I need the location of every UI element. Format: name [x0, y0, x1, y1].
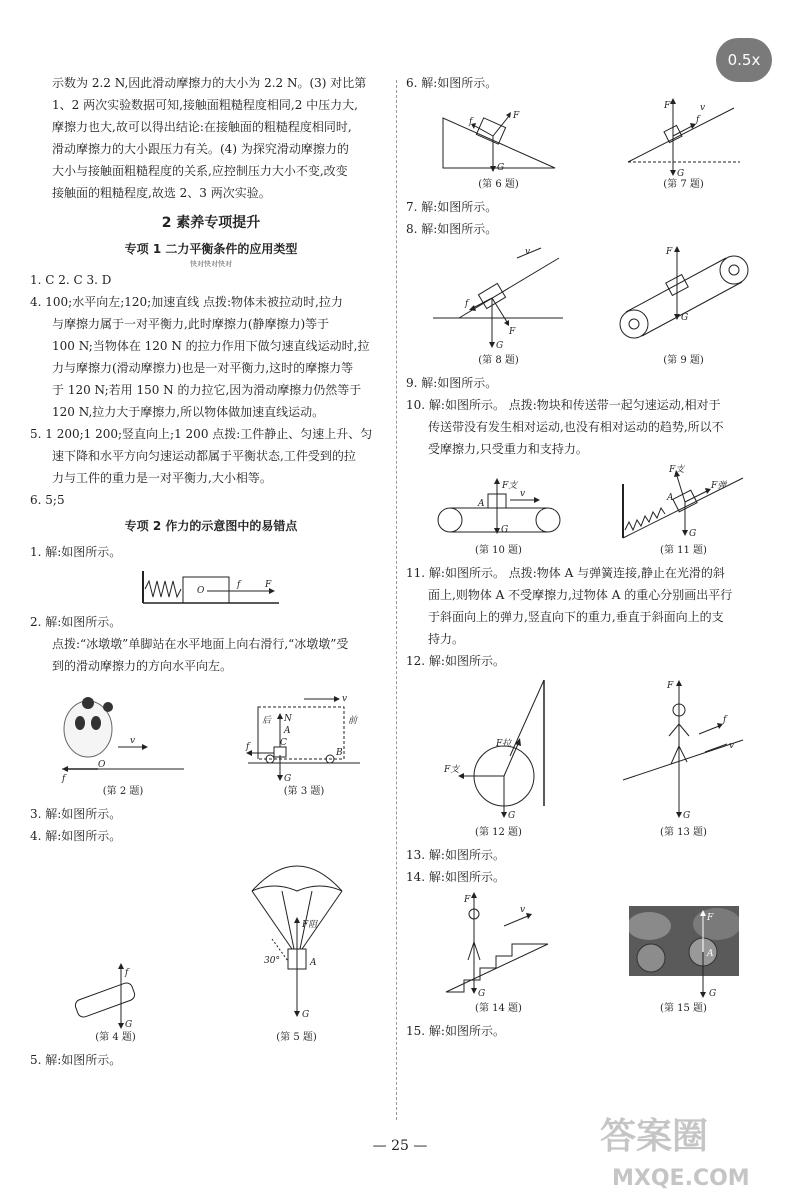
label-G: G — [301, 1010, 309, 1020]
intro-block — [30, 72, 392, 204]
text-line: 示数为 2.2 N,因此滑动摩擦力的大小为 2.2 N。(3) 对比第 — [52, 76, 367, 90]
bing-dwen-dwen-diagram — [58, 689, 188, 785]
figure-caption: (第 12 题) — [475, 827, 522, 838]
label-v: v — [728, 741, 734, 751]
figures-q12-q13 — [406, 676, 776, 840]
label-G: G — [500, 525, 508, 535]
text-line: 到的滑动摩擦力的方向水平向左。 — [52, 659, 233, 673]
label-front: 前 — [348, 716, 358, 726]
text-line: 受摩擦力,只受重力和支持力。 — [428, 442, 588, 456]
topic-subnote: 快对快对快对 — [190, 260, 232, 268]
label-F: F — [265, 580, 272, 590]
label-f: f — [468, 117, 472, 127]
figures-q4-q5 — [30, 851, 392, 1045]
answer-10 — [406, 394, 776, 460]
topic-title: 专项 2 作力的示意图中的易错点 — [124, 519, 298, 533]
figure-caption: (第 3 题) — [283, 786, 325, 797]
cart-diagram — [244, 689, 364, 785]
label-f: f — [695, 115, 699, 125]
text-line: 4. 100;水平向左;120;加速直线 点拨:物体未被拉动时,拉力 — [30, 295, 343, 309]
figure-caption: (第 6 题) — [478, 179, 519, 190]
text-line: 滑动摩擦力的大小跟压力有关。(4) 为探究滑动摩擦力的 — [52, 142, 349, 156]
topic-title: 专项 1 二力平衡条件的应用类型 — [124, 242, 298, 256]
label-G: G — [477, 989, 485, 999]
text-line: 摩擦力也大,故可以得出结论:在接触面的粗糙程度相同时, — [52, 120, 352, 134]
answer-11 — [406, 562, 776, 650]
figures-q14-q15 — [406, 892, 776, 1016]
belt-incline-diagram — [624, 98, 744, 178]
label-O: O — [98, 760, 106, 770]
answer-line: 8. 解:如图所示。 — [406, 222, 498, 236]
spring-incline-diagram — [619, 464, 749, 544]
text-line: 与摩擦力属于一对平衡力,此时摩擦力(静摩擦力)等于 — [52, 317, 330, 331]
label-G: G — [708, 989, 716, 999]
label-F: F — [666, 681, 673, 691]
text-line: 持力。 — [428, 632, 465, 646]
text-line: 力与摩擦力(滑动摩擦力)也是一对平衡力,这时的摩擦力等 — [52, 361, 354, 375]
figure-q1 — [30, 567, 392, 607]
label-C: C — [280, 738, 287, 748]
answer-line: 13. 解:如图所示。 — [406, 848, 505, 862]
answer-line: 6. 5;5 — [30, 493, 65, 507]
label-F-support: F支 — [443, 765, 459, 775]
figures-q6-q7 — [406, 98, 776, 192]
label-A: A — [706, 949, 713, 959]
label-f: f — [124, 968, 128, 978]
label-v: v — [130, 736, 136, 746]
label-F: F — [512, 111, 519, 121]
text-line: 于 120 N;若用 150 N 的力拉它,因为滑动摩擦力仍然等于 — [52, 383, 362, 397]
conveyor-incline-diagram — [614, 244, 754, 354]
label-f: f — [62, 774, 66, 784]
answer-line: 3. 解:如图所示。 — [30, 807, 122, 821]
answer-line: 7. 解:如图所示。 — [406, 200, 498, 214]
label-f: f — [246, 742, 250, 752]
figure-caption: (第 11 题) — [660, 545, 707, 556]
label-A: A — [666, 493, 673, 503]
text-line: 1、2 两次实验数据可知,接触面粗糙程度相同,2 中压力大, — [52, 98, 358, 112]
figure-caption: (第 9 题) — [663, 355, 704, 366]
right-column — [406, 72, 776, 1042]
answer-line: 9. 解:如图所示。 — [406, 376, 498, 390]
figures-q8-q9 — [406, 244, 776, 368]
label-F: F — [508, 327, 515, 337]
label-F-support: F支 — [668, 465, 684, 475]
label-G: G — [124, 1020, 132, 1030]
parachute-diagram — [242, 851, 352, 1031]
conveyor-block-diagram — [434, 478, 564, 544]
label-G: G — [682, 811, 690, 821]
answer-4 — [30, 291, 392, 423]
person-escalator-diagram — [619, 676, 749, 826]
label-G: G — [496, 163, 504, 173]
figure-caption: (第 7 题) — [663, 179, 704, 190]
page-number: — 25 — — [372, 1138, 428, 1154]
label-F-resist: F阻 — [301, 920, 317, 930]
label-f: f — [237, 580, 241, 590]
label-A: A — [309, 958, 316, 968]
label-F: F — [463, 895, 470, 905]
section-title: 2 素养专项提升 — [161, 215, 261, 231]
label-v: v — [524, 247, 530, 257]
figure-caption: (第 4 题) — [95, 1032, 136, 1043]
label-A: A — [477, 499, 484, 509]
label-G: G — [676, 169, 684, 178]
left-column — [30, 72, 392, 1071]
label-G: G — [688, 529, 696, 539]
label-f: f — [464, 299, 468, 309]
label-G: G — [495, 341, 503, 351]
label-v: v — [519, 489, 525, 499]
label-angle: 30° — [263, 956, 280, 966]
figure-caption: (第 8 题) — [478, 355, 519, 366]
label-v: v — [699, 103, 705, 113]
label-B: B — [336, 748, 343, 758]
text-line: 120 N,拉力大于摩擦力,所以物体做加速直线运动。 — [52, 405, 325, 419]
watermark-logo: 答案圈 — [600, 1116, 709, 1157]
text-line: 力与工件的重力是一对平衡力,大小相等。 — [52, 471, 272, 485]
label-F-support: F支 — [501, 481, 517, 491]
slope-block-diagram — [429, 244, 569, 354]
column-divider — [396, 80, 397, 1120]
label-O: O — [197, 586, 205, 596]
label-G: G — [507, 811, 515, 821]
answer-line: 4. 解:如图所示。 — [30, 829, 122, 843]
figures-q2-q3 — [30, 689, 392, 799]
incline-block-diagram — [439, 108, 559, 178]
answer-line: 6. 解:如图所示。 — [406, 76, 498, 90]
answer-line: 14. 解:如图所示。 — [406, 870, 505, 884]
label-F: F — [663, 101, 670, 111]
text-line: 10. 解:如图所示。 点拨:物块和传送带一起匀速运动,相对于 — [406, 398, 721, 412]
label-N: N — [284, 714, 292, 724]
label-back: 后 — [262, 716, 272, 726]
text-line: 点拨:“冰墩墩”单脚站在水平地面上向右滑行,“冰墩墩”受 — [52, 637, 349, 651]
text-line: 接触面的粗糙程度,故选 2、3 两次实验。 — [52, 186, 271, 200]
figures-q10-q11 — [406, 464, 776, 558]
figure-caption: (第 13 题) — [660, 827, 707, 838]
watermark-url: MXQE.COM — [612, 1166, 750, 1191]
text-line: 大小与接触面粗糙程度的关系,应控制压力大小不变,改变 — [52, 164, 348, 178]
answer-5 — [30, 423, 392, 489]
answer-line: 1. C 2. C 3. D — [30, 273, 112, 287]
zoom-badge[interactable]: 0.5x — [716, 38, 772, 82]
text-line: 5. 1 200;1 200;竖直向上;1 200 点拨:工件静止、匀速上升、匀 — [30, 427, 373, 441]
answer-line: 2. 解:如图所示。 — [30, 615, 122, 629]
label-f: f — [722, 715, 726, 725]
label-F: F — [665, 247, 672, 257]
figure-caption: (第 14 题) — [475, 1003, 522, 1014]
hanging-ball-diagram — [434, 676, 564, 826]
figure-caption: (第 2 题) — [102, 786, 144, 797]
label-v: v — [342, 694, 348, 704]
bottle-diagram — [71, 961, 161, 1031]
label-F-pull: F拉 — [495, 739, 511, 749]
figure-caption: (第 5 题) — [276, 1032, 317, 1043]
label-G: G — [680, 313, 688, 323]
text-line: 11. 解:如图所示。 点拨:物体 A 与弹簧连接,静止在光滑的斜 — [406, 566, 725, 580]
answer-line: 5. 解:如图所示。 — [30, 1053, 122, 1067]
spring-block-diagram — [141, 567, 281, 607]
label-v: v — [519, 905, 525, 915]
answer-line: 12. 解:如图所示。 — [406, 654, 505, 668]
figure-caption: (第 10 题) — [475, 545, 522, 556]
label-A: A — [284, 726, 291, 736]
label-F-elastic: F弹 — [710, 481, 726, 491]
person-stairs-diagram — [444, 892, 554, 1002]
pumpkin-photo-diagram — [629, 906, 739, 1002]
label-F: F — [706, 913, 713, 923]
text-line: 100 N;当物体在 120 N 的拉力作用下做匀速直线运动时,拉 — [52, 339, 370, 353]
text-line: 面上,则物体 A 不受摩擦力,过物体 A 的重心分别画出平行 — [428, 588, 733, 602]
answer-line: 1. 解:如图所示。 — [30, 545, 122, 559]
label-G: G — [284, 774, 292, 784]
text-line: 速下降和水平方向匀速运动都属于平衡状态,工件受到的拉 — [52, 449, 356, 463]
figure-caption: (第 15 题) — [660, 1003, 707, 1014]
text-line: 于斜面向上的弹力,竖直向下的重力,垂直于斜面向上的支 — [428, 610, 724, 624]
answer-line: 15. 解:如图所示。 — [406, 1024, 505, 1038]
text-line: 传送带没有发生相对运动,也没有相对运动的趋势,所以不 — [428, 420, 724, 434]
